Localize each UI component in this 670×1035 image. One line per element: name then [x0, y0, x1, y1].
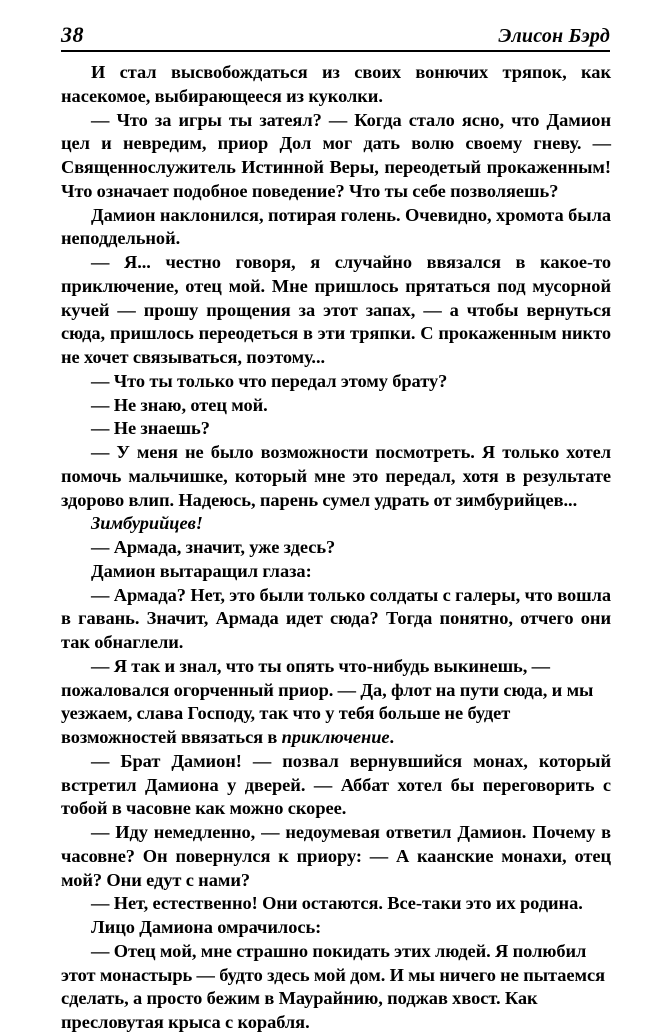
page-number: 38 [61, 22, 84, 47]
paragraph-dialogue: — Брат Дамион! — позвал вернувшийся монах, который встретил Дамиона у дверей. — Аббат хотел бы переговорить с тобой в часовне как можно скорее. [61, 750, 611, 819]
emphasized-word: приключение [281, 727, 390, 747]
paragraph-dialogue: — Армада, значит, уже здесь? [91, 537, 336, 557]
paragraph-dialogue: — Что ты только что передал этому брату? [91, 370, 448, 391]
paragraph-dialogue: — Не знаешь? [91, 418, 210, 439]
header-divider-rule [61, 50, 610, 52]
paragraph: Лицо Дамиона омрачилось: [91, 917, 322, 937]
paragraph: — Что за игры ты затеял? — Когда стало ясно, что Дамион цел и невредим, приор Дол мог дать волю своему гневу. — Священнослужитель Истинной Веры, переодетый прокаженным! Что означает подобное поведение? Что ты себе позволяешь? [61, 109, 611, 201]
paragraph-dialogue: — Отец мой, мне страшно покидать этих людей. Я полюбил этот монастырь — будто здесь мой дом. И мы ничего не пытаемся сделать, а просто бежим в Маурайнию, поджав хвост. Как пресловутая крыса с корабля. [61, 940, 605, 1032]
paragraph: Дамион вытаращил глаза: [91, 560, 312, 581]
paragraph-dialogue: — Нет, естественно! Они остаются. Все-таки это их родина. [91, 893, 583, 914]
paragraph-emphasis-thought: Зимбурийцев! [91, 513, 203, 534]
paragraph-dialogue: — У меня не было возможности посмотреть. Я только хотел помочь мальчишке, который мне это передал, хотя в результате здорово влип. Надеюсь, парень сумел удрать от зимбурийцев... [61, 442, 611, 510]
paragraph: Дамион наклонился, потирая голень. Очевидно, хромота была неподдельной. [61, 204, 611, 249]
paragraph-dialogue: — Армада? Нет, это были только солдаты с галеры, что вошла в гавань. Значит, Армада идет сюда? Тогда понятно, отчего они так обнаглели. [61, 584, 611, 652]
paragraph-dialogue: — Иду немедленно, — недоумевая ответил Дамион. Почему в часовне? Он повернулся к приору: — А каанские монахи, отец мой? Они едут с нами? [61, 822, 611, 890]
paragraph-dialogue: — Не знаю, отец мой. [91, 394, 268, 415]
running-title-author: Элисон Бэрд [498, 25, 610, 47]
body-text-block [61, 61, 611, 1035]
paragraph-dialogue-with-emphasis [61, 655, 611, 750]
paragraph-text-before-emphasis: — Я так и знал, что ты опять что-нибудь выкинешь, — пожаловался огорченный приор. — Да, флот на пути сюда, и мы уезжаем, слава Господу, так что у тебя больше не будет возможностей ввязаться в [61, 655, 594, 747]
paragraph-text-after-emphasis: . [389, 727, 395, 747]
paragraph: И стал высвобождаться из своих вонючих тряпок, как насекомое, выбирающееся из куколки. [61, 62, 611, 106]
paragraph: — Я... честно говоря, я случайно ввязался в какое-то приключение, отец мой. Мне пришлось прятаться под мусорной кучей — прошу прощения за этот запах, — а чтобы вернуться сюда, пришлось переодеться в эти тряпки. С прокаженным никто не хочет связываться, поэтому... [61, 252, 611, 367]
running-header [61, 16, 610, 46]
